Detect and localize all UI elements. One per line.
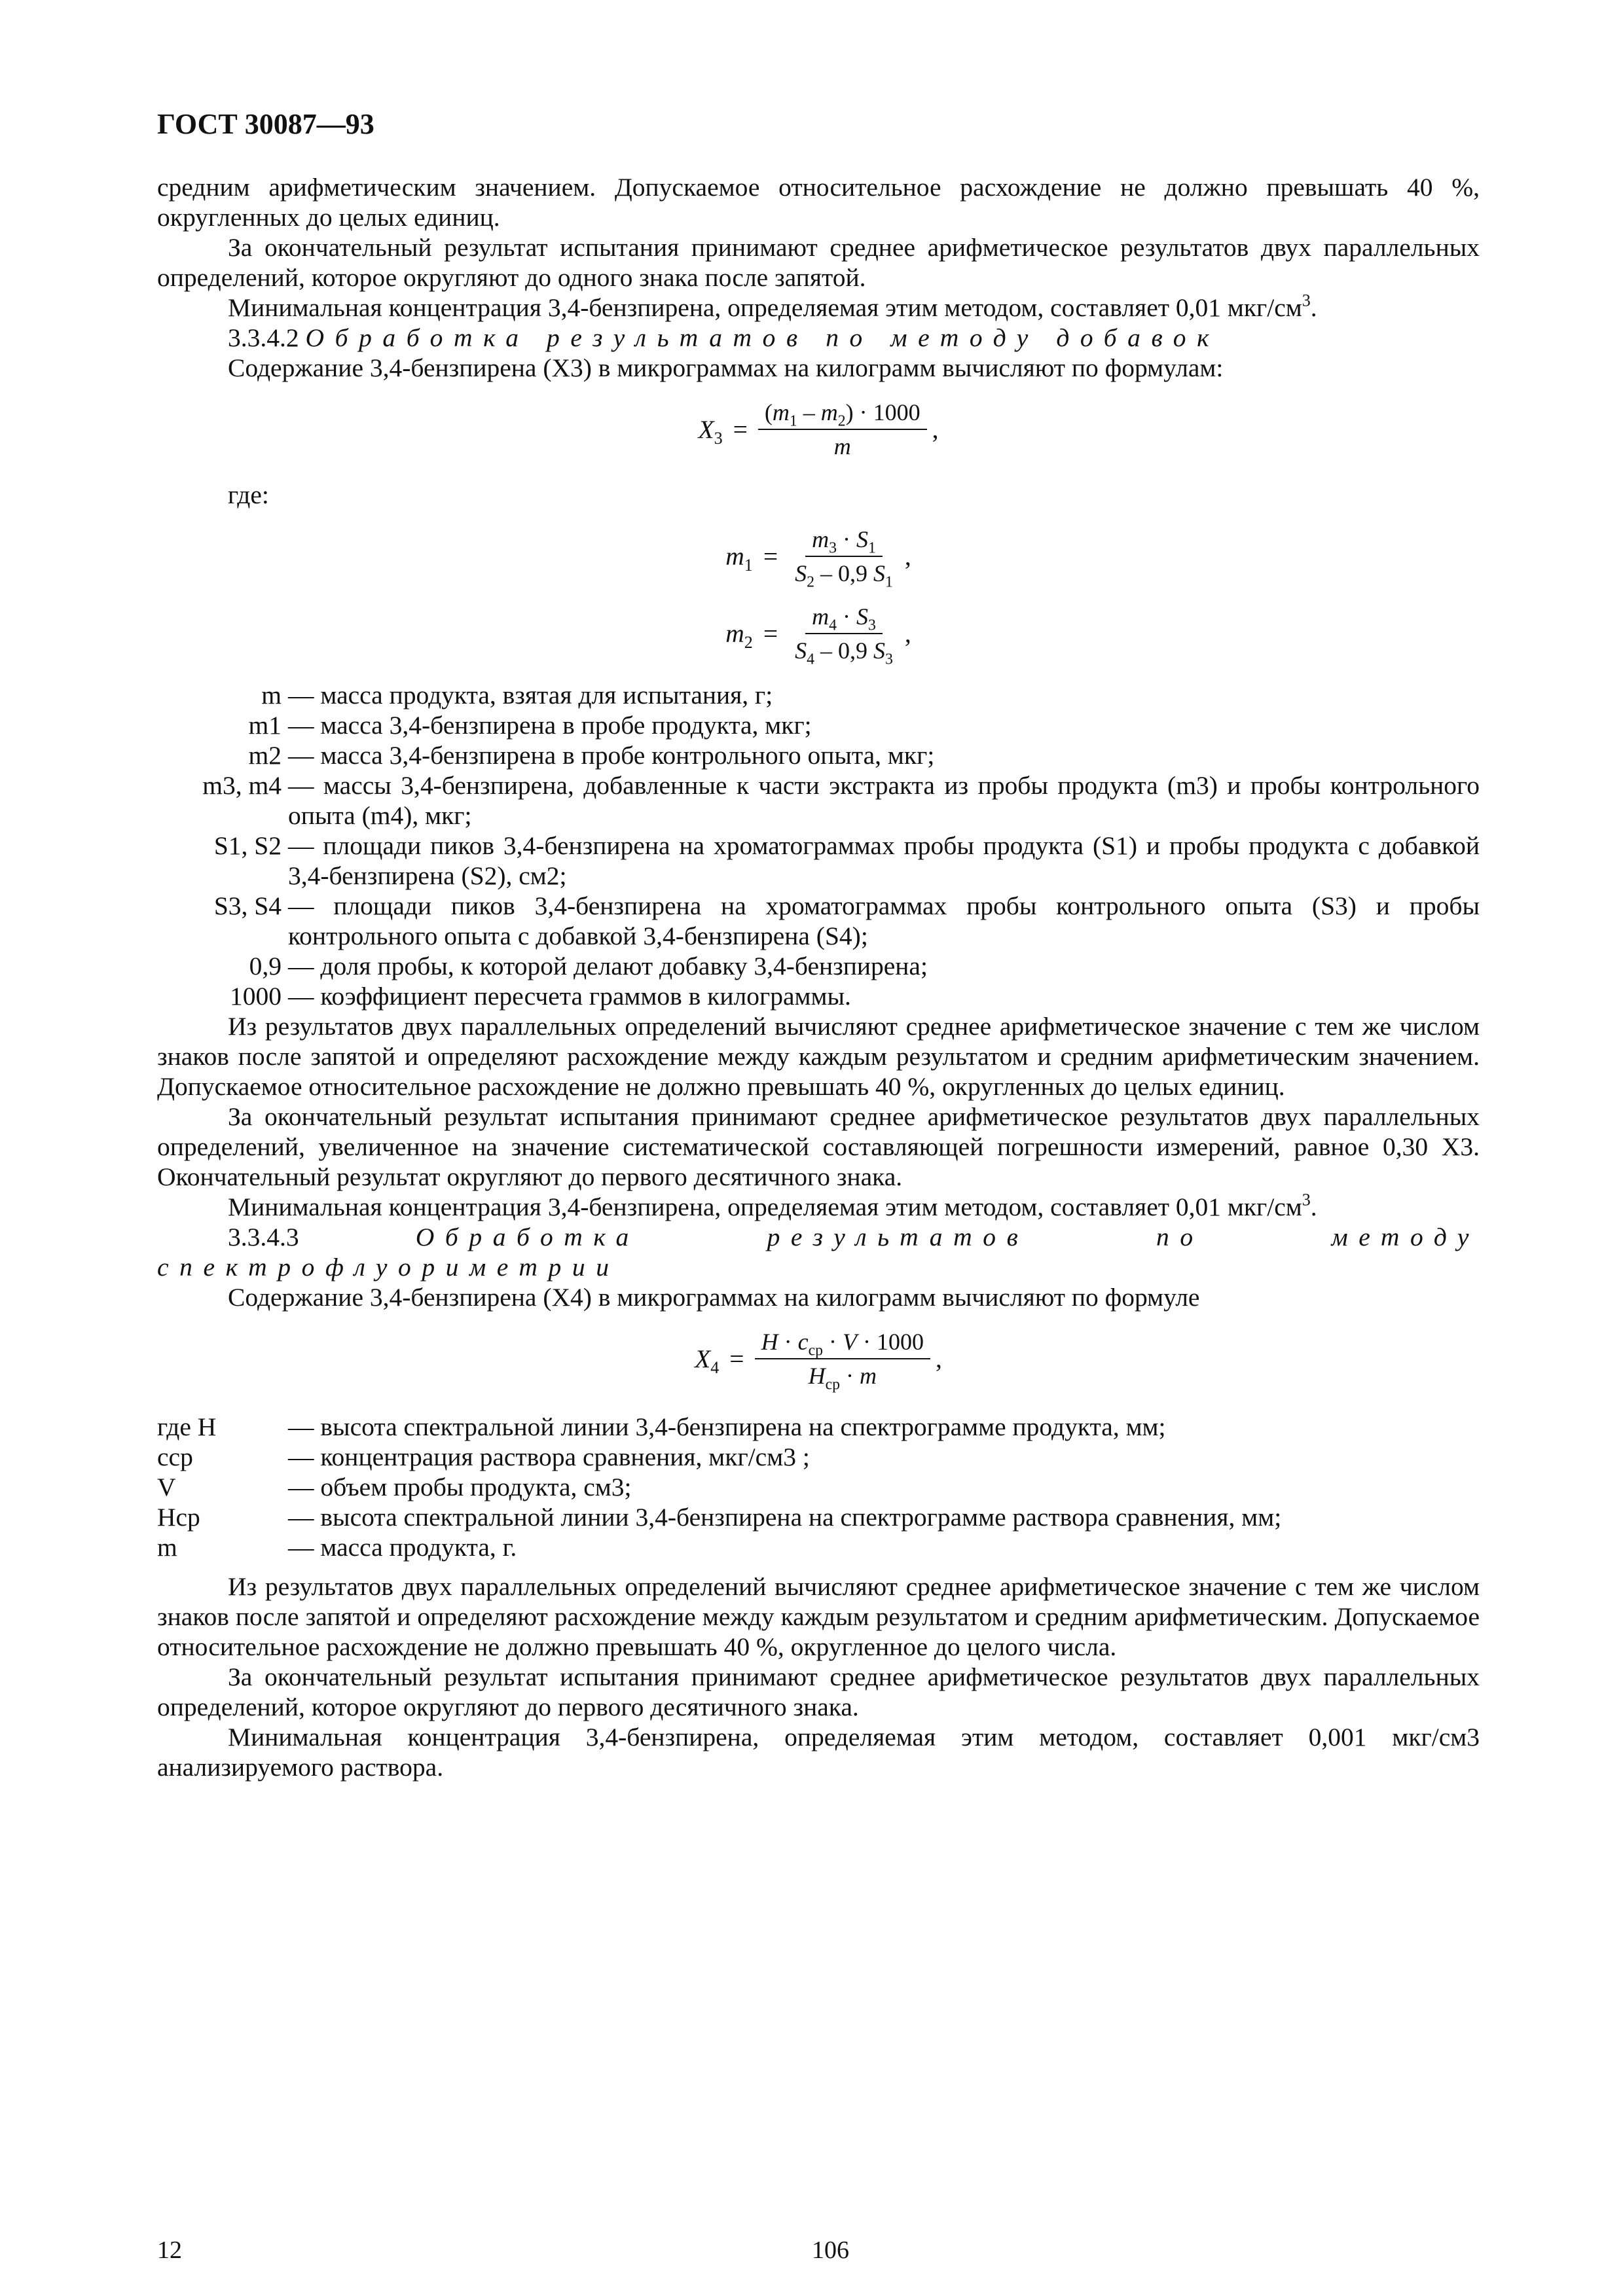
where-label: где: <box>228 480 269 509</box>
def-symbol: cср <box>157 1443 193 1471</box>
def-symbol: 0,9 <box>249 952 282 980</box>
def-symbol: S1, S2 <box>213 831 282 860</box>
def-text: — коэффициент пересчета граммов в килограммы. <box>288 982 851 1011</box>
def-symbol: m1 <box>248 711 282 740</box>
document-header: ГОСТ 30087—93 <box>157 108 374 140</box>
def-text: — концентрация раствора сравнения, мкг/см3 ; <box>288 1443 810 1471</box>
def-text: — высота спектральной линии 3,4-бензпирена на спектрограмме раствора сравнения, мм; <box>288 1503 1282 1532</box>
formula-x4: $X_4$ = $\frac{H \cdot c_{ср} \cdot V \cdot 1000}{H_{ср} \cdot m}$ , <box>695 1329 942 1393</box>
paragraph-3: Минимальная концентрация 3,4-бензпирена, определяемая этим методом, составляет 0,01 мкг/$см^3$. <box>228 291 1317 322</box>
def-text: — масса 3,4-бензпирена в пробе продукта, мкг; <box>288 711 812 740</box>
def-text: — объем пробы продукта, см3; <box>288 1473 632 1501</box>
page-number-center: 106 <box>812 2236 849 2264</box>
def-symbol: m3, m4 <box>202 771 282 800</box>
section-3-3-4-2-intro: Содержание 3,4-бензпирена (X3) в микрограммах на килограмм вычисляют по формулам: <box>228 353 1224 382</box>
paragraph-9: Минимальная концентрация 3,4-бензпирена, определяемая этим методом, составляет 0,001 мкг/см3 анализируемого раствора. <box>157 1723 1480 1782</box>
formula-m1: $m_1$ = $\frac{m_3 \cdot S_1}{S_2 - 0,9 S_1}$ , <box>725 526 911 591</box>
def-symbol: S3, S4 <box>213 891 282 920</box>
paragraph-8: За окончательный результат испытания принимают среднее арифметическое результатов двух параллельных определений, которое округляют до первого десятичного знака. <box>157 1662 1480 1721</box>
def-symbol: m2 <box>248 741 282 770</box>
def-text: — высота спектральной линии 3,4-бензпирена на спектрограмме продукта, мм; <box>288 1412 1166 1441</box>
paragraph-6: Минимальная концентрация 3,4-бензпирена, определяемая этим методом, составляет 0,01 мкг/$см^3$. <box>228 1190 1317 1221</box>
paragraph-1: средним арифметическим значением. Допускаемое относительное расхождение не должно превышать 40 %, округленных до целых единиц. <box>157 173 1480 232</box>
section-3-3-4-3-heading: 3.3.4.3 Обработка результатов по методу спектрофлуориметрии <box>157 1223 1480 1282</box>
formula-m2: $m_2$ = $\frac{m_4 \cdot S_3}{S_4 - 0,9 S_3}$ , <box>725 603 911 668</box>
def-symbol: 1000 <box>230 982 282 1011</box>
formula-x3: $X_3$ = $\frac{(m_1 - m_2) \cdot 1000}{m}$ , <box>698 399 939 459</box>
page-number-left: 12 <box>157 2236 182 2264</box>
def-symbol: m <box>157 1533 177 1562</box>
definitions-list-2 <box>157 1412 1480 1562</box>
def-symbol: V <box>157 1473 176 1501</box>
section-3-3-4-3-intro: Содержание 3,4-бензпирена (X4) в микрограммах на килограмм вычисляют по формуле <box>228 1283 1200 1312</box>
paragraph-5: За окончательный результат испытания принимают среднее арифметическое результатов двух параллельных определений, увеличенное на значение систематической составляющей погрешности измерений, равное 0,30 X3. Окончательный результат округляют до первого десятичного знака. <box>157 1102 1480 1191</box>
def-symbol: m <box>261 681 282 709</box>
def-text: — массы 3,4-бензпирена, добавленные к части экстракта из пробы продукта (m3) и пробы контрольного опыта (m4), мкг; <box>288 771 1480 830</box>
definitions-list-1 <box>157 680 1480 1011</box>
def-text: — масса продукта, г. <box>288 1533 517 1562</box>
section-3-3-4-2-heading: 3.3.4.2 Обработка результатов по методу добавок <box>228 323 1220 352</box>
paragraph-4: Из результатов двух параллельных определений вычисляют среднее арифметическое значение с тем же числом знаков после запятой и определяют расхождение между каждым результатом и средним арифметическим значением. Допускаемое относительное расхождение не должно превышать 40 %, округленных до целых единиц. <box>157 1012 1480 1101</box>
def-text: — масса 3,4-бензпирена в пробе контрольного опыта, мкг; <box>288 741 935 770</box>
def-text: — доля пробы, к которой делают добавку 3,4-бензпирена; <box>288 952 928 980</box>
def-text: — площади пиков 3,4-бензпирена на хроматограммах пробы контрольного опыта (S3) и пробы контрольного опыта с добавкой 3,4-бензпирена (S4); <box>288 891 1480 950</box>
paragraph-2: За окончательный результат испытания принимают среднее арифметическое результатов двух параллельных определений, которое округляют до одного знака после запятой. <box>157 233 1480 292</box>
document-page <box>157 108 1480 1782</box>
paragraph-7: Из результатов двух параллельных определений вычисляют среднее арифметическое значение с тем же числом знаков после запятой и определяют расхождение между каждым результатом и средним арифметическим. Допускаемое относительное расхождение не должно превышать 40 %, округленное до целого числа. <box>157 1572 1480 1661</box>
def-text: — площади пиков 3,4-бензпирена на хроматограммах пробы продукта (S1) и пробы продукта с добавкой 3,4-бензпирена (S2), см2; <box>288 831 1480 890</box>
def-symbol: Hср <box>157 1503 200 1532</box>
def-symbol: где H <box>157 1412 217 1441</box>
def-text: — масса продукта, взятая для испытания, г; <box>288 681 773 709</box>
